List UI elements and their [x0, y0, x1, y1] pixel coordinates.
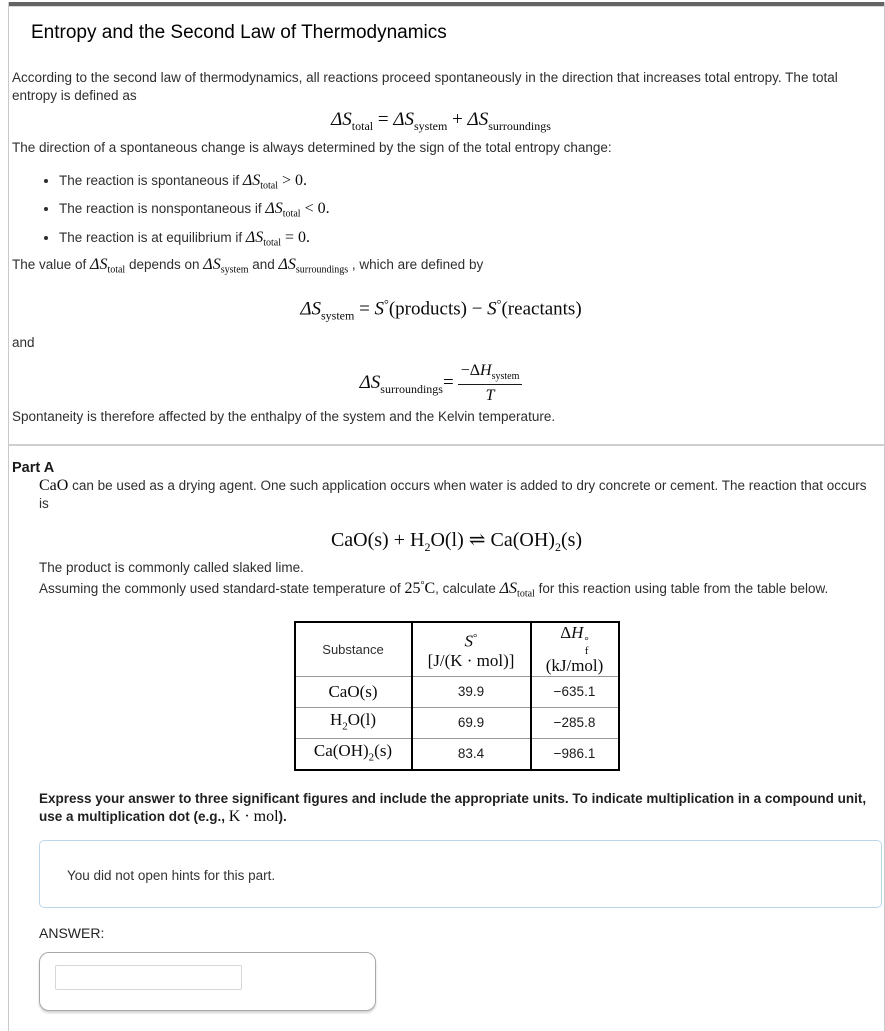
answer-input[interactable]	[55, 965, 242, 990]
equation-system-entropy: $\Delta S_{system}$ = S°(products) − S°(reactants)	[300, 296, 582, 322]
column-header-enthalpy	[531, 622, 619, 677]
section-divider	[9, 444, 884, 446]
enthalpy-value-cell: −285.8	[531, 708, 619, 739]
enthalpy-value-cell: −986.1	[531, 739, 619, 770]
page-title: Entropy and the Second Law of Thermodynamics	[31, 22, 447, 43]
column-header-substance: Substance	[322, 641, 384, 657]
column-header-entropy	[412, 622, 531, 677]
list-item-spontaneous: • The reaction is spontaneous if $\Delta S_{total} > 0$.	[59, 170, 870, 197]
entropy-value-cell: 69.9	[412, 708, 531, 739]
enthalpy-units: (kJ/mol)	[545, 656, 604, 676]
assuming-line: Assuming the commonly used standard-state temperature of 25°C, calculate $\Delta S_{total}$ for this reaction using table from the table below.	[39, 580, 829, 600]
part-a-body	[39, 477, 884, 1011]
entropy-value-cell: 83.4	[412, 739, 531, 770]
substance-cell: CaO(s)	[295, 677, 412, 708]
spontaneity-line: Spontaneity is therefore affected by the enthalpy of the system and the Kelvin temperature.	[12, 409, 556, 425]
entropy-value-cell: 39.9	[412, 677, 531, 708]
and-connector: and	[12, 334, 35, 350]
entropy-units: [J/(K · mol)]	[427, 651, 515, 671]
reaction-equation: $CaO(s) + H_2O(l)$ ⇌ $Ca(OH)_2(s)$	[330, 529, 583, 555]
problem-page	[8, 2, 885, 1031]
entropy-conditions-list	[12, 170, 870, 254]
intro-paragraph-2: The direction of a spontaneous change is always determined by the sign of the total entropy change:	[12, 139, 612, 155]
equation-total-entropy: $\Delta S_{total} = \Delta S_{system} + \Delta S_{surroundings}$	[331, 109, 551, 133]
equation-lhs: $\Delta S_{surroundings}=$	[359, 372, 454, 396]
slaked-lime-line: The product is commonly called slaked lime.	[39, 560, 304, 576]
thermodynamic-data-table	[294, 621, 620, 771]
intro-paragraph-1: According to the second law of thermodynamics, all reactions proceed spontaneously in the direction that increases total entropy. The total entropy is defined as	[12, 70, 838, 103]
part-a-section	[9, 459, 884, 1011]
value-depends-line: The value of $\Delta S_{total}$ depends on $\Delta S_{system}$ and $\Delta S_{surroundings}$ , which are defined by	[12, 255, 484, 276]
part-a-paragraph-1: CaO can be used as a drying agent. One such application occurs when water is added to dry concrete or cement. The reaction that occurs is	[39, 477, 867, 512]
enthalpy-symbol: ΔH ° f	[560, 623, 589, 657]
answer-label: ANSWER:	[39, 924, 105, 941]
table-row	[295, 739, 619, 770]
enthalpy-value-cell: −635.1	[531, 677, 619, 708]
table-row	[295, 708, 619, 739]
fraction	[458, 361, 523, 405]
list-item-nonspontaneous: • The reaction is nonspontaneous if $\Delta S_{total} < 0$.	[59, 198, 870, 225]
substance-cell: $H_2O(l)$	[295, 708, 412, 739]
intro-section	[9, 69, 884, 426]
table-row	[295, 677, 619, 708]
hint-text: You did not open hints for this part.	[67, 867, 276, 883]
list-item-equilibrium: • The reaction is at equilibrium if $\Delta S_{total} = 0$.	[59, 227, 870, 254]
table-header-row	[295, 622, 619, 677]
equation-surroundings-entropy	[12, 361, 870, 405]
hint-box	[39, 840, 882, 908]
answer-format-instruction: Express your answer to three significant figures and include the appropriate units. To indicate multiplication in a compound unit, use a multiplication dot (e.g., K · mol).	[39, 790, 867, 825]
substance-cell: $Ca(OH)_2(s)$	[295, 739, 412, 770]
fraction-denominator: T	[485, 387, 495, 405]
entropy-symbol: S°	[464, 631, 478, 651]
fraction-numerator: $-\Delta H_{system}$	[458, 361, 523, 385]
top-divider-bar	[9, 2, 884, 7]
answer-box	[39, 952, 376, 1011]
part-a-heading: Part A	[12, 460, 55, 477]
